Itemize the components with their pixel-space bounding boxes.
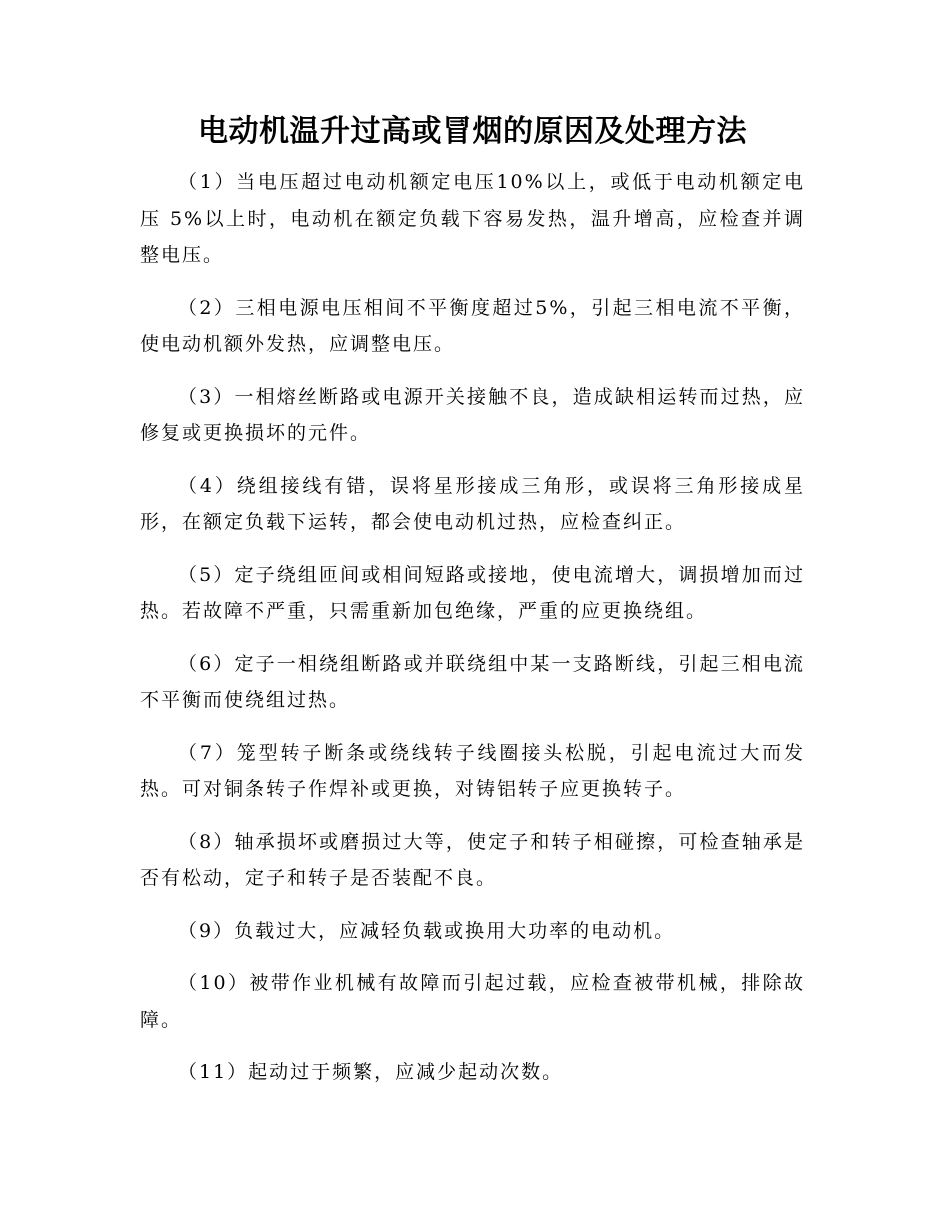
paragraph-1: （1）当电压超过电动机额定电压10%以上，或低于电动机额定电压 5%以上时，电动机在额定负载下容易发热，温升增高，应检查并调整电压。 xyxy=(140,171,805,266)
paragraph-2: （2）三相电源电压相间不平衡度超过5%，引起三相电流不平衡，使电动机额外发热，应调整电压。 xyxy=(140,296,805,355)
paragraph-10: （10）被带作业机械有故障而引起过载，应检查被带机械，排除故障。 xyxy=(140,972,805,1031)
paragraph-8: （8）轴承损坏或磨损过大等，使定子和转子相碰擦，可检查轴承是否有松动，定子和转子是否装配不良。 xyxy=(140,830,805,889)
paragraph-11: （11）起动过于频繁，应减少起动次数。 xyxy=(178,1061,564,1083)
paragraph-7: （7）笼型转子断条或绕线转子线圈接头松脱，引起电流过大而发热。可对铜条转子作焊补或更换，对铸铝转子应更换转子。 xyxy=(140,741,805,800)
paragraph-4: （4）绕组接线有错，误将星形接成三角形，或误将三角形接成星形，在额定负载下运转，都会使电动机过热，应检查纠正。 xyxy=(140,474,805,533)
paragraph-6: （6）定子一相绕组断路或并联绕组中某一支路断线，引起三相电流不平衡而使绕组过热。 xyxy=(140,652,805,711)
document-page xyxy=(140,110,805,1107)
paragraph-5: （5）定子绕组匝间或相间短路或接地，使电流增大，调损增加而过热。若故障不严重，只需重新加包绝缘，严重的应更换绕组。 xyxy=(140,563,805,622)
paragraph-9: （9）负载过大，应减轻负载或换用大功率的电动机。 xyxy=(178,919,676,942)
paragraph-3: （3）一相熔丝断路或电源开关接触不良，造成缺相运转而过热，应修复或更换损坏的元件。 xyxy=(140,385,805,444)
document-title: 电动机温升过高或冒烟的原因及处理方法 xyxy=(198,114,747,149)
